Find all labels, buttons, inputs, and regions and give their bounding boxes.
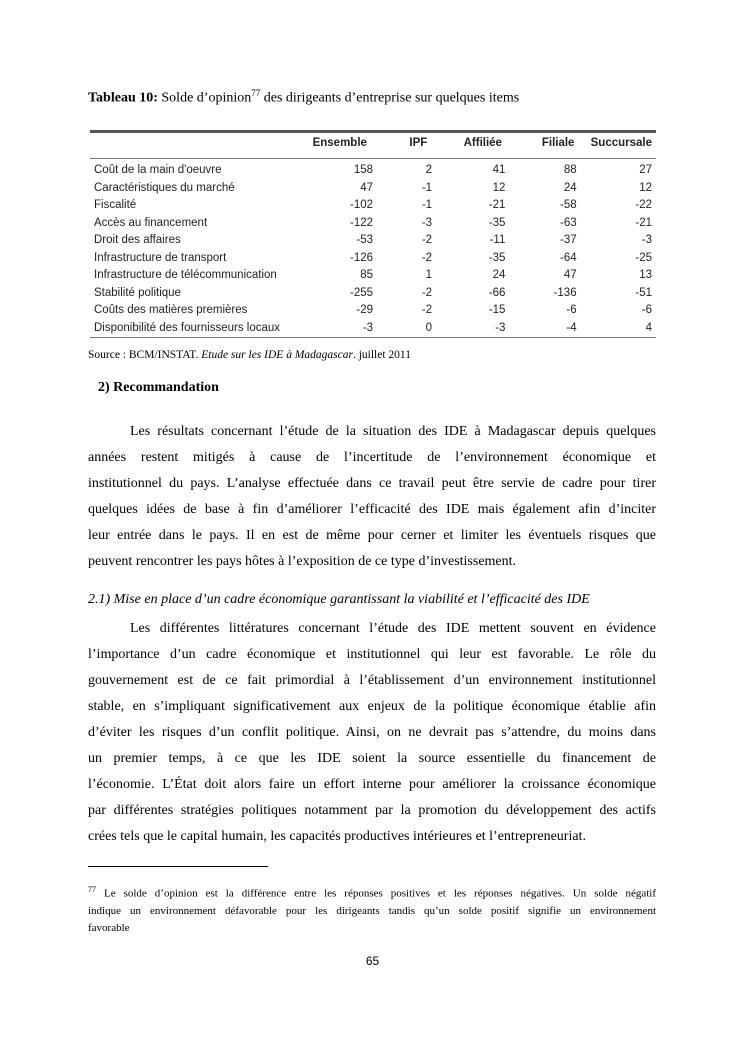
row-label: Stabilité politique	[94, 286, 181, 299]
table-row	[90, 215, 656, 233]
table-cell: -51	[635, 286, 652, 299]
table-cell: -11	[489, 234, 506, 246]
paragraph-line: d’éviter les risques d’un conflit politique. Ainsi, on ne devrait pas s’attendre, du moins dans	[88, 725, 656, 740]
table-header: IPF	[409, 136, 428, 149]
row-label: Fiscalité	[94, 199, 137, 211]
table-cell: -3	[641, 234, 652, 246]
table-cell: -64	[559, 251, 577, 264]
table-header	[90, 133, 296, 153]
table-cell: 4	[645, 321, 652, 334]
caption-footnote-ref: 77	[251, 88, 261, 98]
opinion-table-body	[90, 159, 656, 337]
table-cell: -122	[350, 216, 374, 229]
row-label: Infrastructure de transport	[94, 251, 227, 264]
page-number: 65	[365, 954, 380, 968]
table-cell: -15	[488, 304, 506, 316]
table-row	[90, 267, 656, 285]
table-cell: -6	[566, 304, 577, 316]
table-cell: -3	[495, 321, 506, 334]
table-bottom-rule	[90, 337, 656, 338]
table-cell: -35	[488, 216, 506, 229]
opinion-table	[90, 130, 656, 338]
footnote-separator	[88, 866, 268, 867]
row-label: Accès au financement	[94, 216, 208, 229]
table-header-row	[90, 133, 656, 153]
table-cell: 88	[563, 164, 577, 176]
row-label: Infrastructure de télécommunication	[94, 269, 277, 281]
table-cell: -21	[488, 199, 506, 211]
paragraph-line: peuvent rencontrer les pays hôtes à l’exposition de ce type d’investissement.	[88, 554, 517, 569]
table-row	[90, 250, 656, 268]
paragraph-recommandation	[88, 419, 656, 575]
table-cell: -22	[635, 199, 652, 211]
table-cell: -2	[421, 286, 433, 299]
row-label: Droit des affaires	[94, 234, 181, 246]
table-header: Ensemble	[312, 136, 367, 149]
footnote-line: indique un environnement défavorable pour les dirigeants tandis qu’un solde positif signifie un environnement	[88, 904, 656, 917]
table-cell: 12	[639, 181, 652, 194]
paragraph-line: l’importance d’un cadre économique et institutionnel qui leur est favorable. Le rôle du	[88, 647, 656, 662]
table-row	[90, 159, 656, 180]
table-cell: 47	[360, 181, 374, 194]
table-cell: -4	[566, 321, 577, 334]
table-cell: -3	[362, 321, 374, 334]
source-prefix: Source : BCM/INSTAT.	[88, 349, 202, 361]
paragraph-line: crées tels que le capital humain, les capacités productives intérieures et l’entrepreneuriat.	[88, 829, 586, 844]
table-cell: -102	[350, 199, 374, 211]
footnote	[88, 881, 656, 937]
row-label: Caractéristiques du marché	[94, 181, 235, 194]
source-title: Etude sur les IDE à Madagascar	[201, 349, 353, 361]
table-cell: 41	[492, 164, 506, 176]
paragraph-line: institutionnel du pays. L’analyse effectuée dans ce travail peut être servie de cadre pour tirer	[88, 476, 656, 491]
row-label: Coûts des matières premières	[94, 304, 248, 316]
table-header: Succursale	[590, 136, 652, 149]
table-caption	[88, 88, 519, 107]
table-cell: -37	[559, 234, 577, 246]
section-heading: 2) Recommandation	[98, 380, 219, 395]
paragraph-cadre-economique	[88, 616, 656, 850]
table-cell: 47	[563, 269, 577, 281]
table-cell: -63	[559, 216, 577, 229]
table-cell: -6	[641, 304, 652, 316]
table-cell: -2	[421, 234, 433, 246]
paragraph-line: un premier temps, à ce que les IDE soient la source essentielle du financement de	[88, 751, 656, 766]
table-cell: 13	[639, 269, 652, 281]
footnote-number: 77	[88, 885, 96, 894]
table-cell: -29	[356, 304, 374, 316]
paragraph-line: années restent mitigés à cause de l’incertitude de l’environnement économique et	[88, 450, 656, 465]
table-cell: -53	[356, 234, 374, 246]
paragraph-line: Les résultats concernant l’étude de la situation des IDE à Madagascar depuis quelques	[130, 424, 656, 439]
table-cell: -1	[421, 181, 433, 194]
table-cell: -3	[421, 216, 433, 229]
footnote-line	[88, 881, 656, 903]
row-label: Coût de la main d'oeuvre	[94, 164, 222, 176]
table-row	[90, 285, 656, 303]
table-source	[88, 349, 411, 361]
table-cell: 1	[425, 269, 433, 281]
table-cell: 12	[492, 181, 506, 194]
table-cell: -2	[421, 251, 433, 264]
table-cell: -58	[559, 199, 577, 211]
table-cell: -35	[488, 251, 506, 264]
table-cell: 0	[425, 321, 433, 334]
caption-label: Tableau 10:	[88, 90, 158, 106]
table-cell: -25	[635, 251, 652, 264]
paragraph-line: gouvernement est de ce fait primordial à l’établissement d’un environnement institutionnel	[88, 673, 656, 688]
paragraph-line: l’économie. L’État doit alors faire un effort interne pour améliorer la croissance économique	[88, 777, 656, 792]
table-cell: -1	[421, 199, 433, 211]
table-row	[90, 197, 656, 215]
table-row	[90, 232, 656, 250]
table-header: Affiliée	[463, 136, 502, 149]
table-cell: -126	[350, 251, 374, 264]
table-cell: 85	[360, 269, 374, 281]
paragraph-line: stable, en s’impliquant significativement aux enjeux de la politique économique établie afin	[88, 699, 656, 714]
table-row	[90, 302, 656, 320]
table-cell: -255	[350, 286, 374, 299]
paragraph-line: Les différentes littératures concernant l’étude des IDE mettent souvent en évidence	[130, 621, 656, 636]
row-label: Disponibilité des fournisseurs locaux	[94, 321, 281, 334]
table-header: Filiale	[541, 136, 575, 149]
source-suffix: . juillet 2011	[352, 349, 411, 361]
paragraph-line: par différentes stratégies politiques notamment par la promotion du développement des actifs	[88, 803, 656, 818]
footnote-line: favorable	[88, 921, 130, 934]
table-cell: 27	[639, 164, 652, 176]
table-cell: -21	[635, 216, 652, 229]
table-row	[90, 320, 656, 338]
caption-text-before: Solde d’opinion	[157, 90, 252, 106]
table-cell: 2	[425, 164, 433, 176]
paragraph-line: leur entrée dans le pays. Il en est de même pour cerner et limiter les éventuels risques que	[88, 528, 656, 543]
paragraph-line: quelques idées de base à fin d’améliorer l’efficacité des IDE mais également afin d’inciter	[88, 502, 656, 517]
table-cell: 24	[563, 181, 577, 194]
table-cell: -136	[553, 286, 577, 299]
table-row	[90, 180, 656, 198]
opinion-table-grid	[90, 133, 656, 153]
footnote-text: Le solde d’opinion est la différence entre les réponses positives et les réponses négatives. Un solde négatif	[96, 887, 656, 900]
table-cell: 24	[492, 269, 506, 281]
table-cell: 158	[353, 164, 374, 176]
subsection-heading: 2.1) Mise en place d’un cadre économique garantissant la viabilité et l’efficacité des IDE	[88, 592, 590, 607]
caption-text-after: des dirigeants d’entreprise sur quelques items	[260, 90, 520, 106]
table-cell: -2	[421, 304, 433, 316]
table-cell: -66	[488, 286, 506, 299]
